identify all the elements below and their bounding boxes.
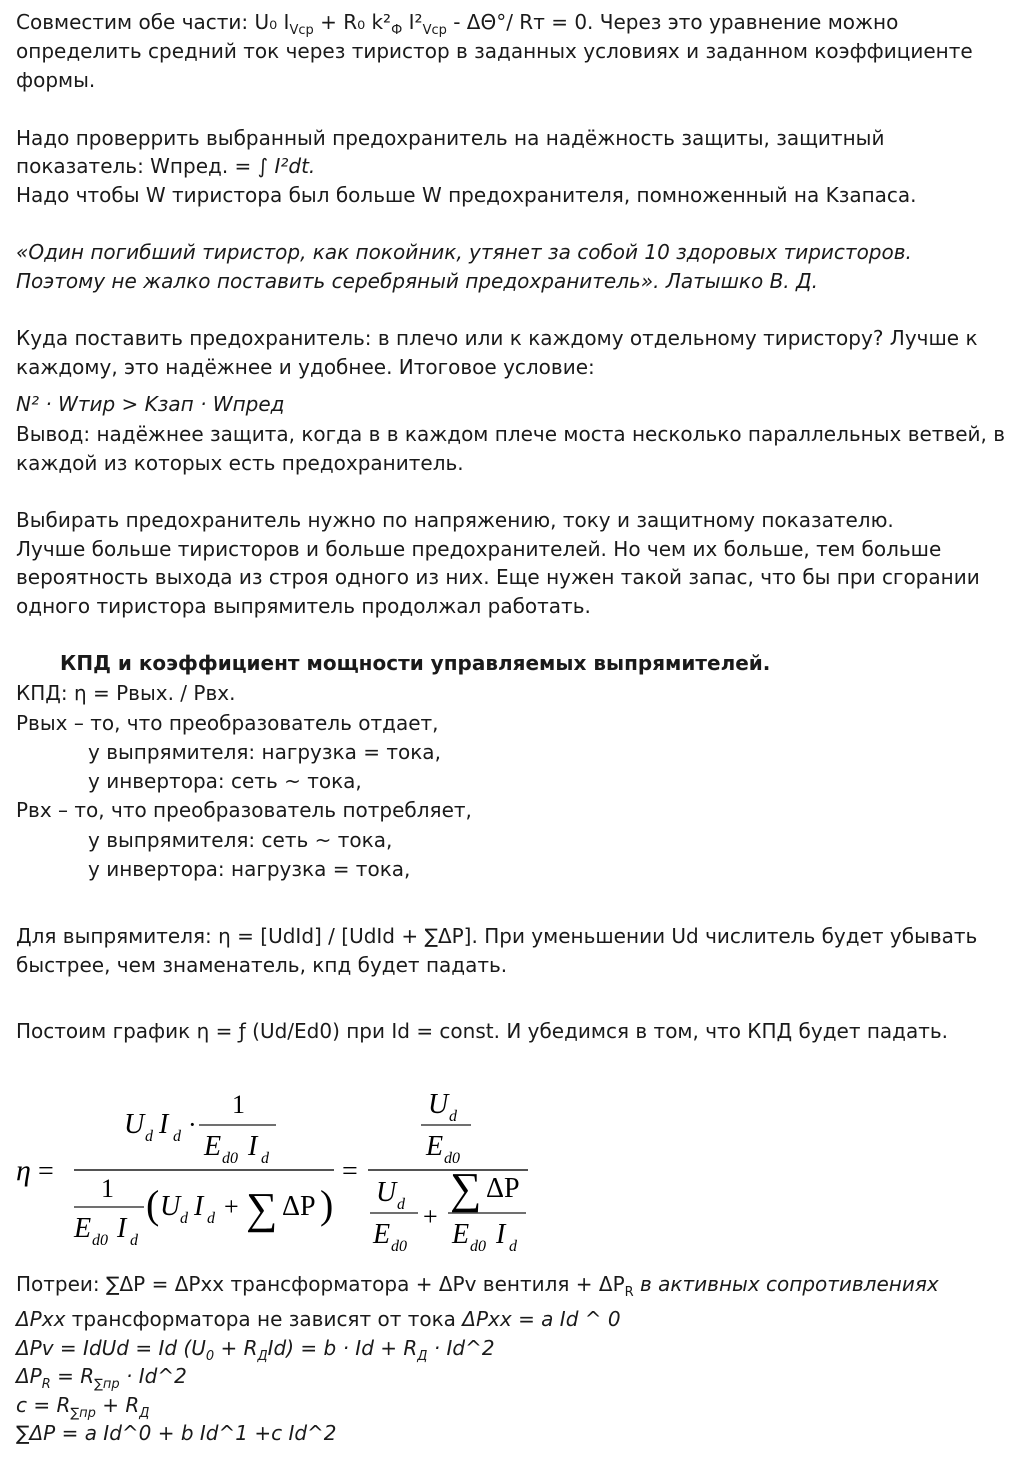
section-heading: КПД и коэффициент мощности управляемых выпрямителей. (60, 651, 771, 675)
quote-line2: Поэтому не жалко поставить серебряный предохранитель». Латышко В. Д. (16, 269, 818, 293)
sum-symbol: ∑ (246, 1184, 278, 1233)
text: + R (214, 1336, 258, 1360)
text: ΔPxx = a Id ^ 0 (462, 1307, 621, 1331)
symbol-U: U (376, 1177, 397, 1208)
subscript: ∑пр (94, 1377, 120, 1392)
symbol-U: U (160, 1191, 181, 1222)
text: Совместим обе части: U₀ I (16, 10, 290, 34)
subscript-d0: d0 (444, 1150, 460, 1167)
equals-sign: = (38, 1156, 54, 1187)
para3-line1: Куда поставить предохранитель: в плечо или к каждому отдельному тиристору? Лучше к (16, 326, 978, 350)
right-parenthesis: ) (320, 1182, 334, 1227)
numeral-one: 1 (101, 1174, 114, 1203)
para5-line1: Для выпрямителя: η = [UdId] / [UdId + ∑ΔP]. При уменьшении Ud числитель будет убывать (16, 924, 978, 948)
integrand: I²dt. (274, 154, 316, 178)
para3-line2: каждому, это надёжнее и удобнее. Итоговое условие: (16, 355, 595, 379)
symbol-E: E (452, 1219, 470, 1250)
losses-line5 (16, 1391, 149, 1420)
subscript: Д (417, 1349, 428, 1364)
symbol-E: E (373, 1219, 391, 1250)
text: в активных сопротивлениях (633, 1272, 939, 1296)
sum-symbol: ∑ (450, 1164, 482, 1213)
eta-symbol: η (16, 1154, 31, 1187)
subscript: R (41, 1377, 51, 1392)
para2-line3: Надо чтобы W тиристора был больше W предохранителя, помноженный на Kзапаса. (16, 183, 917, 207)
quote-line1: «Один погибший тиристор, как покойник, утянет за собой 10 здоровых тиристоров. (16, 240, 912, 264)
kpd-definition: КПД: η = Pвых. / Pвх. (16, 681, 236, 705)
text: c = R (16, 1393, 71, 1417)
text: I² (402, 10, 423, 34)
para2-line1: Надо проверрить выбранный предохранитель на надёжность защиты, защитный (16, 126, 885, 150)
para1-line2: определить средний ток через тиристор в заданных условиях и заданном коэффициенте (16, 39, 973, 63)
para3-line4: Вывод: надёжнее защита, когда в в каждом плече моста несколько параллельных ветвей, в (16, 422, 1006, 446)
delta-P: ΔP (486, 1173, 520, 1204)
dot-operator: · (188, 1110, 197, 1139)
text: ΔP (16, 1364, 42, 1388)
text: Id) = b · Id + R (267, 1336, 418, 1360)
condition-formula: N² · Wтир > Kзап · Wпред (16, 392, 285, 416)
pin-rectifier: у выпрямителя: сеть ~ тока, (88, 828, 393, 852)
subscript-d: d (261, 1150, 269, 1167)
pin-inverter: у инвертора: нагрузка = тока, (88, 857, 411, 881)
equals-sign: = (342, 1156, 358, 1187)
subscript-d: d (449, 1108, 457, 1125)
text: показатель: Wпред. = ∫ (16, 154, 275, 178)
para5-line2: быстрее, чем знаменатель, кпд будет падать. (16, 953, 508, 977)
losses-line1 (16, 1270, 939, 1299)
text: · Id^2 (119, 1364, 187, 1388)
symbol-I: I (194, 1191, 204, 1222)
para1-line1 (16, 8, 898, 37)
left-parenthesis: ( (146, 1182, 160, 1227)
delta-P: ΔP (282, 1191, 316, 1222)
para6-line1: Постоим график η = ƒ (Ud/Ed0) при Id = const. И убедимся в том, что КПД будет падать. (16, 1019, 949, 1043)
symbol-E: E (74, 1213, 92, 1244)
subscript-d0: d0 (92, 1232, 108, 1249)
symbol-I: I (117, 1213, 127, 1244)
subscript-d: d (173, 1128, 181, 1145)
plus-sign: + (224, 1192, 239, 1221)
text: трансформатора не зависят от тока (65, 1307, 463, 1331)
symbol-E: E (426, 1131, 444, 1162)
losses-line6: ∑ΔP = a Id^0 + b Id^1 +c Id^2 (16, 1421, 337, 1445)
pout-inverter: у инвертора: сеть ~ тока, (88, 769, 362, 793)
subscript: Ф (391, 23, 403, 38)
losses-line2 (16, 1305, 621, 1334)
efficiency-formula (16, 1085, 556, 1265)
subscript-d: d (397, 1196, 405, 1213)
text: + R (95, 1393, 140, 1417)
losses-line4 (16, 1362, 187, 1391)
text: + R₀ k² (313, 10, 392, 34)
subscript-d0: d0 (470, 1238, 486, 1255)
para4-line2: Лучше больше тиристоров и больше предохранителей. Но чем их больше, тем больше (16, 537, 942, 561)
subscript: 0 (205, 1349, 215, 1364)
symbol-I: I (248, 1131, 258, 1162)
symbol-E: E (204, 1131, 222, 1162)
pin-definition: Pвх – то, что преобразователь потребляет, (16, 798, 472, 822)
subscript-d: d (509, 1238, 517, 1255)
text: - ΔΘ°/ Rт = 0. Через это уравнение можно (446, 10, 899, 34)
para1-line3: формы. (16, 68, 96, 92)
para4-line1: Выбирать предохранитель нужно по напряжению, току и защитному показателю. (16, 508, 894, 532)
subscript-d0: d0 (391, 1238, 407, 1255)
losses-line3 (16, 1334, 495, 1363)
text: ΔPv = IdUd = Id (U (16, 1336, 206, 1360)
subscript-d: d (145, 1128, 153, 1145)
text: · Id^2 (427, 1336, 495, 1360)
subscript-d: d (207, 1210, 215, 1227)
para4-line4: одного тиристора выпрямитель продолжал работать. (16, 594, 591, 618)
subscript-d: d (180, 1210, 188, 1227)
subscript: Д (139, 1406, 150, 1421)
subscript: ∑пр (70, 1406, 96, 1421)
text: Потреи: ∑ΔP = ΔPxx трансформатора + ΔPv вентиля + ΔP (16, 1272, 625, 1296)
text: = R (50, 1364, 95, 1388)
para4-line3: вероятность выхода из строя одного из них. Еще нужен такой запас, что бы при сгорании (16, 565, 980, 589)
pout-definition: Pвых – то, что преобразователь отдает, (16, 711, 439, 735)
para2-line2 (16, 152, 315, 181)
symbol-U: U (124, 1109, 145, 1140)
subscript-d0: d0 (222, 1150, 238, 1167)
symbol-I: I (159, 1109, 169, 1140)
subscript: Д (257, 1349, 268, 1364)
subscript: R (624, 1285, 634, 1300)
symbol-U: U (428, 1089, 449, 1120)
symbol-I: I (496, 1219, 506, 1250)
pout-rectifier: у выпрямителя: нагрузка = тока, (88, 740, 441, 764)
subscript-d: d (130, 1232, 138, 1249)
numeral-one: 1 (232, 1090, 245, 1119)
para3-line5: каждой из которых есть предохранитель. (16, 451, 464, 475)
subscript: Vcp (289, 23, 314, 38)
subscript: Vcp (422, 23, 447, 38)
text: ΔPxx (16, 1307, 66, 1331)
plus-sign: + (423, 1202, 438, 1231)
